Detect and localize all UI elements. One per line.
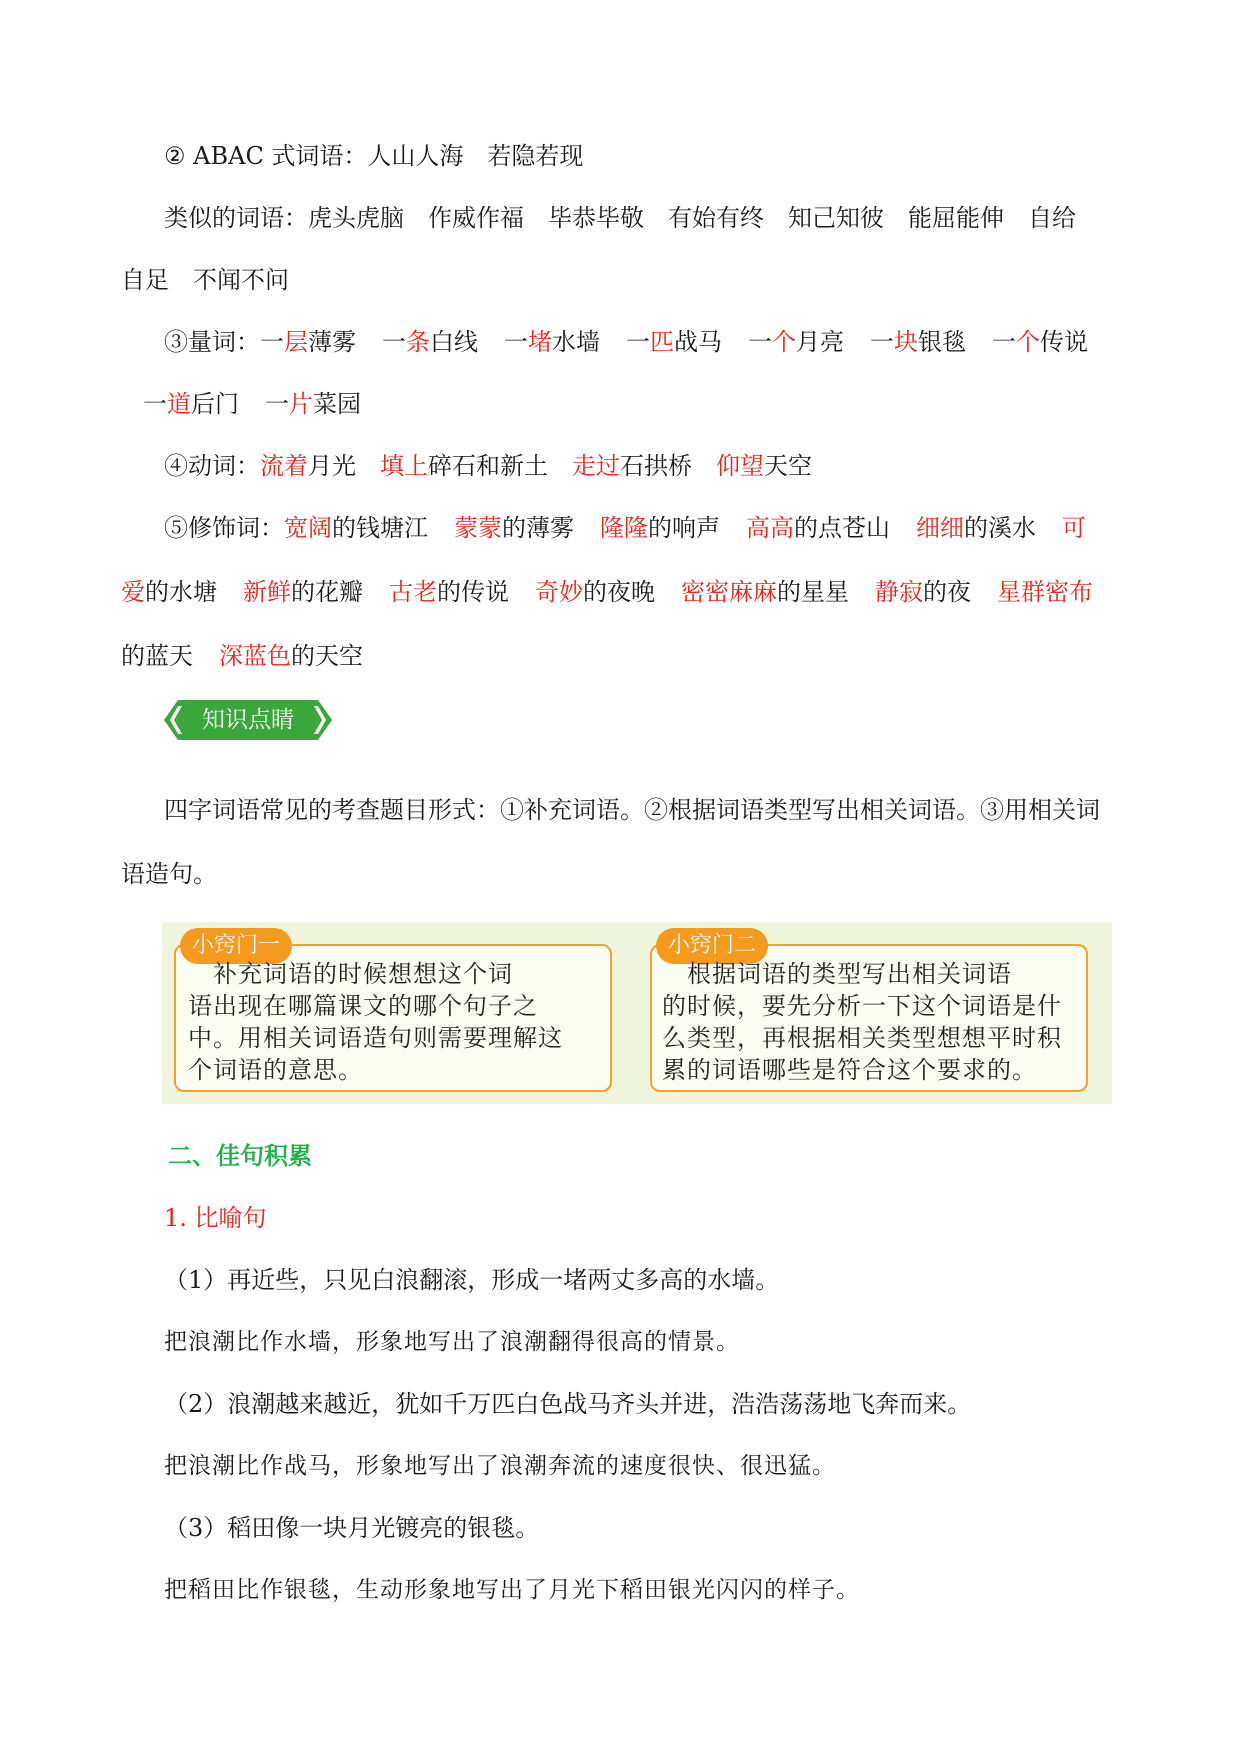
tip-text-1 bbox=[188, 958, 598, 1086]
word-highlight: 个 bbox=[1016, 328, 1040, 356]
tip2-line: 么类型，再根据相关类型想想平时积 bbox=[662, 1024, 1062, 1052]
tip-label-1: 小窍门一 bbox=[180, 928, 292, 964]
measure-words-line-1 bbox=[164, 326, 1088, 358]
word-prefix: 一 bbox=[504, 328, 528, 356]
word-rest: 的夜晚 bbox=[583, 578, 655, 606]
word-item bbox=[284, 514, 428, 542]
measure-label: ③量词： bbox=[164, 328, 260, 356]
sentence-2-note: 把浪潮比作战马，形象地写出了浪潮奔流的速度很快、很迅猛。 bbox=[164, 1453, 836, 1479]
word-highlight: 走过 bbox=[572, 452, 620, 480]
word-prefix: 一 bbox=[260, 328, 284, 356]
word-rest: 的点苍山 bbox=[794, 514, 890, 542]
word-prefix: 一 bbox=[626, 328, 650, 356]
banner-label: 知识点睛 bbox=[202, 707, 294, 733]
word-highlight: 细细 bbox=[916, 514, 964, 542]
word-rest: 的溪水 bbox=[964, 514, 1036, 542]
word-highlight: 匹 bbox=[650, 328, 674, 356]
verb-line bbox=[164, 450, 812, 482]
word-highlight: 静寂 bbox=[875, 578, 923, 606]
word-item bbox=[572, 452, 692, 480]
measure-items bbox=[260, 328, 1088, 356]
word-prefix: 一 bbox=[992, 328, 1016, 356]
sentence-1-note: 把浪潮比作水墙，形象地写出了浪潮翻得很高的情景。 bbox=[164, 1329, 740, 1355]
similar-words-line-1 bbox=[164, 202, 1076, 234]
modifier-head-2: 爱 bbox=[121, 578, 145, 606]
word-highlight: 新鲜 bbox=[243, 578, 291, 606]
word-item bbox=[992, 328, 1088, 356]
modifier-tail-1: 可 bbox=[1062, 514, 1086, 542]
abac-line: ② ABAC 式词语：人山人海 若隐若现 bbox=[164, 142, 584, 170]
word-item bbox=[870, 328, 966, 356]
word-rest: 白线 bbox=[430, 328, 478, 356]
modifier-items-1 bbox=[284, 514, 1036, 542]
word-item bbox=[875, 578, 971, 606]
modifier-items-2 bbox=[217, 578, 971, 606]
word-rest: 天空 bbox=[764, 452, 812, 480]
word-highlight: 古老 bbox=[389, 578, 437, 606]
sentence-3: （3）稻田像一块月光镀亮的银毯。 bbox=[164, 1514, 540, 1542]
similar-words-line-2: 自足 不闻不问 bbox=[121, 266, 289, 294]
word-rest: 月亮 bbox=[796, 328, 844, 356]
word-rest: 菜园 bbox=[313, 390, 361, 418]
tip2-line: 累的词语哪些是符合这个要求的。 bbox=[662, 1056, 1037, 1084]
knowledge-line-2: 语造句。 bbox=[121, 860, 217, 888]
word-rest: 水墙 bbox=[552, 328, 600, 356]
similar-words: 虎头虎脑 作威作福 毕恭毕敬 有始有终 知己知彼 能屈能伸 自给 bbox=[308, 204, 1076, 232]
modifier-line-3 bbox=[121, 640, 363, 672]
word-highlight: 宽阔 bbox=[284, 514, 332, 542]
word-item bbox=[535, 578, 655, 606]
word-rest: 后门 bbox=[191, 390, 239, 418]
word-highlight: 道 bbox=[167, 390, 191, 418]
modifier-line3-pre: 的蓝天 bbox=[121, 642, 193, 670]
word-item bbox=[504, 328, 600, 356]
word-highlight: 奇妙 bbox=[535, 578, 583, 606]
word-item bbox=[260, 328, 356, 356]
word-item bbox=[681, 578, 849, 606]
word-rest: 的天空 bbox=[291, 642, 363, 670]
word-rest: 碎石和新土 bbox=[428, 452, 548, 480]
word-rest: 的星星 bbox=[777, 578, 849, 606]
word-highlight: 块 bbox=[894, 328, 918, 356]
word-rest: 的薄雾 bbox=[502, 514, 574, 542]
word-rest: 石拱桥 bbox=[620, 452, 692, 480]
word-highlight: 流着 bbox=[260, 452, 308, 480]
word-rest: 的钱塘江 bbox=[332, 514, 428, 542]
word-rest: 战马 bbox=[674, 328, 722, 356]
measure-items-2 bbox=[143, 390, 361, 418]
word-item bbox=[454, 514, 574, 542]
word-item bbox=[143, 390, 239, 418]
word-item bbox=[380, 452, 548, 480]
word-highlight: 片 bbox=[289, 390, 313, 418]
word-item bbox=[746, 514, 890, 542]
knowledge-banner bbox=[164, 700, 332, 740]
tip1-line: 个词语的意思。 bbox=[188, 1056, 363, 1084]
modifier-label: ⑤修饰词： bbox=[164, 514, 284, 542]
sentence-1: （1）再近些，只见白浪翻滚，形成一堵两丈多高的水墙。 bbox=[164, 1266, 780, 1294]
word-rest: 的花瓣 bbox=[291, 578, 363, 606]
modifier-head-2-post: 的水塘 bbox=[145, 578, 217, 606]
word-prefix: 一 bbox=[265, 390, 289, 418]
word-item bbox=[243, 578, 363, 606]
similar-label: 类似的词语： bbox=[164, 204, 308, 232]
word-rest: 薄雾 bbox=[308, 328, 356, 356]
word-prefix: 一 bbox=[748, 328, 772, 356]
word-item bbox=[748, 328, 844, 356]
word-item bbox=[265, 390, 361, 418]
tip2-line: 根据词语的类型写出相关词语 bbox=[662, 960, 1012, 988]
tip-text-2 bbox=[662, 958, 1072, 1086]
word-prefix: 一 bbox=[143, 390, 167, 418]
tip1-line: 补充词语的时候想想这个词 bbox=[188, 960, 513, 988]
word-prefix: 一 bbox=[870, 328, 894, 356]
word-highlight: 填上 bbox=[380, 452, 428, 480]
word-item bbox=[382, 328, 478, 356]
word-item bbox=[916, 514, 1036, 542]
sentence-3-note: 把稻田比作银毯，生动形象地写出了月光下稻田银光闪闪的样子。 bbox=[164, 1577, 860, 1603]
word-prefix: 一 bbox=[382, 328, 406, 356]
modifier-line-2 bbox=[121, 576, 1093, 608]
word-item bbox=[219, 642, 363, 670]
verb-items bbox=[260, 452, 812, 480]
section-2-heading: 二、佳句积累 bbox=[168, 1142, 312, 1170]
tip2-line: 的时候，要先分析一下这个词语是什 bbox=[662, 992, 1062, 1020]
word-highlight: 蒙蒙 bbox=[454, 514, 502, 542]
tip-label-2: 小窍门二 bbox=[656, 928, 768, 964]
word-highlight: 层 bbox=[284, 328, 308, 356]
word-highlight: 深蓝色 bbox=[219, 642, 291, 670]
simile-heading: 1. 比喻句 bbox=[164, 1204, 267, 1232]
word-highlight: 堵 bbox=[528, 328, 552, 356]
word-rest: 的传说 bbox=[437, 578, 509, 606]
word-highlight: 隆隆 bbox=[600, 514, 648, 542]
verb-label: ④动词： bbox=[164, 452, 260, 480]
word-rest: 月光 bbox=[308, 452, 356, 480]
modifier-tail-2: 星群密布 bbox=[997, 578, 1093, 606]
modifier-items-3 bbox=[193, 642, 363, 670]
modifier-line-1 bbox=[164, 512, 1086, 544]
word-item bbox=[626, 328, 722, 356]
sentence-2: （2）浪潮越来越近，犹如千万匹白色战马齐头并进，浩浩荡荡地飞奔而来。 bbox=[164, 1390, 972, 1418]
word-rest: 的夜 bbox=[923, 578, 971, 606]
word-highlight: 个 bbox=[772, 328, 796, 356]
word-highlight: 高高 bbox=[746, 514, 794, 542]
word-item bbox=[600, 514, 720, 542]
knowledge-line-1: 四字词语常见的考查题目形式：①补充词语。②根据词语类型写出相关词语。③用相关词 bbox=[164, 796, 1100, 824]
word-rest: 的响声 bbox=[648, 514, 720, 542]
tip1-line: 中。用相关词语造句则需要理解这 bbox=[188, 1024, 563, 1052]
word-item bbox=[260, 452, 356, 480]
word-highlight: 条 bbox=[406, 328, 430, 356]
word-item bbox=[716, 452, 812, 480]
word-rest: 传说 bbox=[1040, 328, 1088, 356]
word-item bbox=[389, 578, 509, 606]
word-highlight: 密密麻麻 bbox=[681, 578, 777, 606]
word-rest: 银毯 bbox=[918, 328, 966, 356]
measure-words-line-2 bbox=[143, 388, 361, 420]
word-highlight: 仰望 bbox=[716, 452, 764, 480]
tip1-line: 语出现在哪篇课文的哪个句子之 bbox=[188, 992, 538, 1020]
